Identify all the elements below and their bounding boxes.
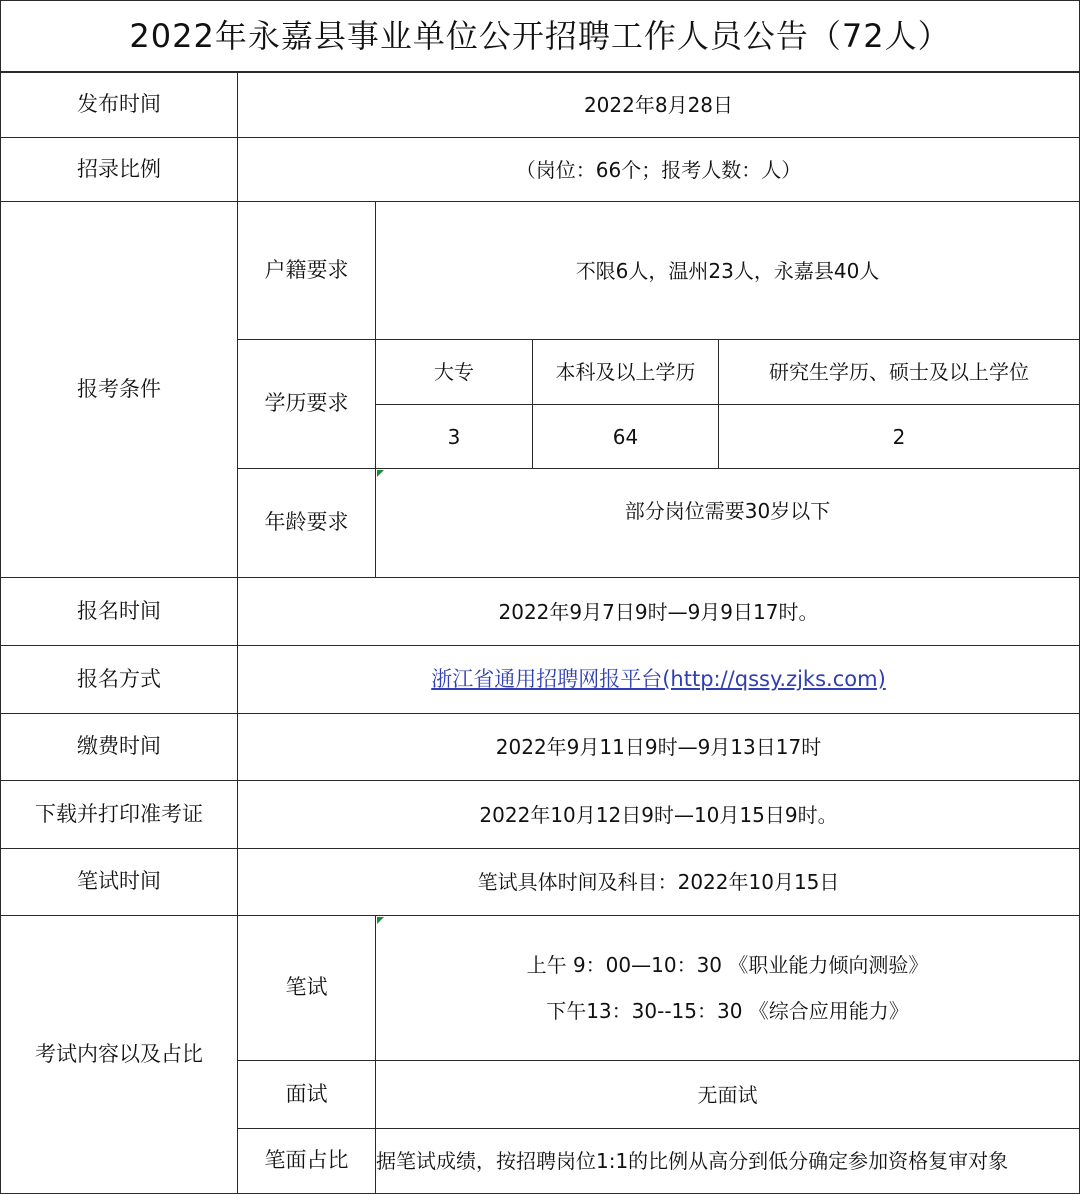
education-value-bachelor: 64 <box>532 404 719 469</box>
signup-method-cell <box>237 645 1080 714</box>
written-exam-schedule <box>375 915 1080 1061</box>
ratio-value: （岗位：66个；报考人数：人） <box>237 137 1080 202</box>
cell-marker <box>377 470 384 477</box>
page-title: 2022年永嘉县事业单位公开招聘工作人员公告（72人） <box>0 0 1080 72</box>
exam-content-label: 考试内容以及占比 <box>0 915 238 1194</box>
payment-time-label: 缴费时间 <box>0 713 238 781</box>
age-value: 部分岗位需要30岁以下 <box>375 468 1080 578</box>
interview-label: 面试 <box>237 1060 376 1129</box>
ratio-label: 招录比例 <box>0 137 238 202</box>
weight-value: 据笔试成绩，按招聘岗位1:1的比例从高分到低分确定参加资格复审对象 <box>375 1128 1080 1194</box>
education-value-junior: 3 <box>375 404 533 469</box>
household-value: 不限6人，温州23人，永嘉县40人 <box>375 201 1080 340</box>
education-header-junior: 大专 <box>375 339 533 405</box>
written-time-label: 笔试时间 <box>0 848 238 916</box>
cell-marker <box>377 917 384 924</box>
written-exam-morning: 上午 9：00—10：30 《职业能力倾向测验》 <box>526 953 929 977</box>
household-label: 户籍要求 <box>237 201 376 340</box>
payment-time-value: 2022年9月11日9时—9月13日17时 <box>237 713 1080 781</box>
age-label: 年龄要求 <box>237 468 376 578</box>
education-value-graduate: 2 <box>718 404 1080 469</box>
education-header-bachelor: 本科及以上学历 <box>532 339 719 405</box>
interview-value: 无面试 <box>375 1060 1080 1129</box>
publish-time-label: 发布时间 <box>0 72 238 138</box>
signup-time-value: 2022年9月7日9时—9月9日17时。 <box>237 577 1080 646</box>
signup-platform-link[interactable]: 浙江省通用招聘网报平台(http://qssy.zjks.com) <box>431 666 886 691</box>
admission-value: 2022年10月12日9时—10月15日9时。 <box>237 780 1080 849</box>
conditions-label: 报考条件 <box>0 201 238 578</box>
written-time-value: 笔试具体时间及科目：2022年10月15日 <box>237 848 1080 916</box>
admission-label: 下载并打印准考证 <box>0 780 238 849</box>
weight-label: 笔面占比 <box>237 1128 376 1194</box>
written-exam-label: 笔试 <box>237 915 376 1061</box>
signup-method-label: 报名方式 <box>0 645 238 714</box>
publish-time-value: 2022年8月28日 <box>237 72 1080 138</box>
written-exam-afternoon: 下午13：30--15：30 《综合应用能力》 <box>546 999 909 1023</box>
education-header-graduate: 研究生学历、硕士及以上学位 <box>718 339 1080 405</box>
signup-time-label: 报名时间 <box>0 577 238 646</box>
education-label: 学历要求 <box>237 339 376 469</box>
